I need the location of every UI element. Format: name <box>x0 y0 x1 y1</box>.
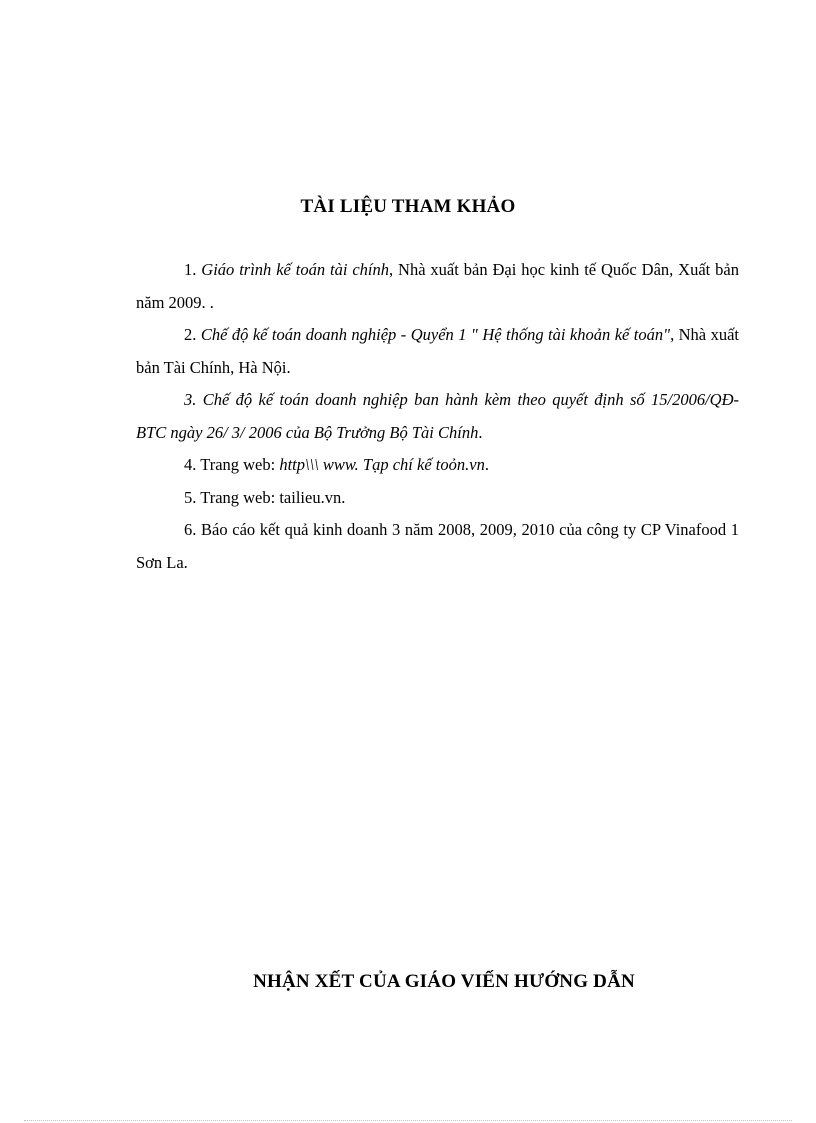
references-title: TÀI LIỆU THAM KHẢO <box>300 196 516 217</box>
reference-title: 3. Chế độ kế toán doanh nghiệp ban hành kèm theo quyết định số 15/2006/QĐ- BTC ngày 26/ 3/ 2006 của Bộ Trưởng Bộ Tài Chính <box>136 390 739 442</box>
reference-details-end: . <box>484 455 489 474</box>
reference-item-4 <box>136 449 739 482</box>
reference-number: 6. <box>184 520 197 539</box>
reference-number: 1. <box>184 260 197 279</box>
reference-title: Giáo trình kế toán tài chính <box>201 260 389 279</box>
reference-number: 4. <box>184 455 197 474</box>
reference-item-1 <box>136 254 739 319</box>
reference-details: , Nhà xuất bản Tài Chính, Hà Nội. <box>136 325 739 377</box>
references-list <box>136 254 739 579</box>
reference-number: 2. <box>184 325 197 344</box>
reference-item-6 <box>136 514 739 579</box>
reference-item-5 <box>136 482 739 515</box>
reference-number: 5. <box>184 487 197 507</box>
reference-details: Trang web: <box>196 455 280 474</box>
reference-details: Báo cáo kết quả kinh doanh 3 năm 2008, 2009, 2010 của công ty CP Vinafood 1 Sơn La. <box>136 520 739 572</box>
reference-details: Trang web: tailieu.vn. <box>196 487 346 507</box>
reference-item-2 <box>136 319 739 384</box>
reference-link: http\\\ www. Tạp chí kế toỏn.vn <box>279 455 485 474</box>
advisor-comment-title: NHẬN XẾT CỦA GIÁO VIẾN HƯỚNG DẪN <box>253 971 635 992</box>
reference-details: , Nhà xuất bản Đại học kinh tế Quốc Dân, Xuất bản năm 2009. . <box>136 260 739 312</box>
reference-item-3 <box>136 384 739 449</box>
reference-details: . <box>478 422 483 442</box>
page-bottom-divider <box>24 1120 792 1121</box>
reference-title: Chế độ kế toán doanh nghiệp - Quyển 1 " Hệ thống tài khoản kế toán" <box>200 325 671 344</box>
